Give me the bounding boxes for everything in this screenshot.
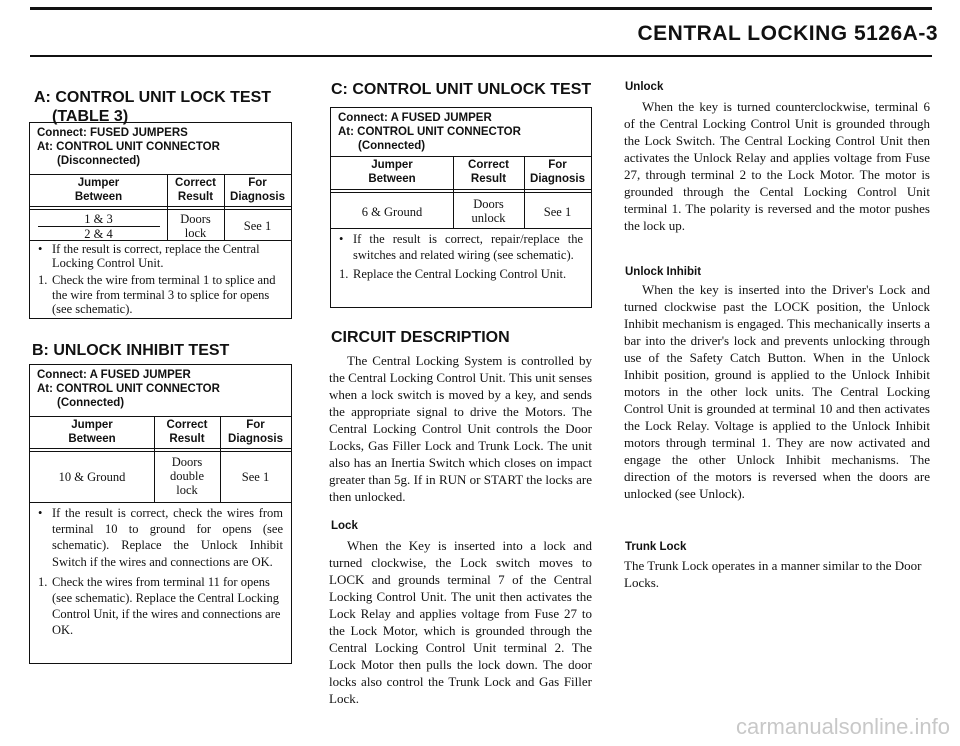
header-correct-line2: Result — [169, 433, 205, 445]
bullet-item — [38, 242, 283, 270]
header-jumper-line2: Between — [74, 191, 123, 203]
result-line1: Doors — [180, 212, 211, 226]
connect-label: Connect: A FUSED JUMPER — [338, 112, 492, 124]
header-correct — [453, 158, 524, 186]
table-row: 6 & Ground — [361, 205, 423, 219]
table-rule — [331, 192, 591, 193]
header-correct-line2: Result — [470, 173, 507, 185]
table-header-rule — [30, 416, 291, 417]
result-line1: Doors — [171, 455, 203, 469]
table-row: 10 & Ground — [58, 470, 126, 484]
result-line3: lock — [176, 483, 198, 497]
bullet-item — [339, 231, 583, 263]
header-correct-line1: Correct — [468, 159, 509, 171]
trunk-lock-heading: Trunk Lock — [625, 541, 687, 553]
section-b-table — [29, 364, 292, 664]
connector-state: (Disconnected) — [57, 155, 141, 167]
step-text: Check the wires from terminal 11 for opens (see schematic). Replace the Central Locking Control Unit, if the wires and connections are OK. — [52, 574, 281, 638]
connector-state: (Connected) — [358, 140, 426, 152]
unlock-inhibit-text: When the key is inserted into the Driver's Lock and turned clockwise past the LOCK position, the Unlock Inhibit mechanism is engaged. This mechanically inserts a bar into the driver's lock and prevents unlocking through use of the Safety Catch Button. When in the Unlock Inhibit position, ground is applied to the Unlock Inhibit motors in the other lock units. The Central Locking Control Unit is grounded at terminal 10 and then activates the Lock Relay. Voltage is applied to the Unlock Inhibit motors through terminal 1. They are now activated and engage the other Unlock Inhibit mechanisms. The direction of the motors is reversed when the doors are unlocked (see Unlock). — [624, 282, 930, 501]
table-row: 1 & 3 — [84, 212, 113, 226]
connector-state: (Connected) — [57, 397, 125, 409]
circuit-intro: The Central Locking System is controlled by the Central Locking Control Unit. This unit senses when a lock switch is moved by a key, and sends the appropriate signal to drive the Motors. The Central Locking Control Unit controls the Door Locks, Gas Filler Lock and Trunk Lock. The unit also has an Inertia Switch which closes on impact greater than 5g. If in RUN or START the locks are then unlocked. — [329, 353, 592, 504]
bullet-text: If the result is correct, replace the Central Locking Control Unit. — [52, 242, 260, 271]
table-rule — [30, 502, 291, 503]
header-for-line2: Diagnosis — [228, 433, 283, 445]
unlock-text: When the key is turned counterclockwise, terminal 6 of the Central Locking Control Unit is grounded through the Lock Switch. The Central Locking Control Unit then activates the Unlock Relay and applies voltage from Fuse 27, through terminal 2 to the Lock Motor. The motor is grounded through the Cental Locking Control Unit terminal 1. The polarity is reversed and the motor pushes the lock up. — [624, 99, 930, 233]
section-a-notes — [30, 242, 291, 316]
section-a-heading — [34, 88, 271, 126]
circuit-description-body — [329, 352, 592, 505]
header-diagnosis — [220, 418, 291, 446]
header-jumper — [30, 176, 167, 204]
top-rule — [30, 7, 932, 10]
section-b-connect-info — [30, 365, 291, 410]
lock-text: When the Key is inserted into a lock and turned clockwise, the Lock switch moves to LOCK and grounds terminal 7 of the Central Locking Control Unit. The unit then activates the Lock Relay and applies voltage from Fuse 27 to the Lock Motor, which is grounded through the Central Locking Control Unit terminal 2. The Lock Motor then pulls the lock down. The door locks also control the Trunk Lock and Gas Filler Lock. — [329, 538, 592, 706]
section-a-connect-info — [30, 123, 291, 168]
trunk-lock-text: The Trunk Lock operates in a manner similar to the Door Locks. — [624, 558, 922, 590]
header-jumper — [30, 418, 154, 446]
table-rule — [30, 209, 291, 210]
header-jumper-line2: Between — [68, 433, 116, 445]
connect-label: Connect: FUSED JUMPERS — [37, 127, 188, 139]
header-rule — [30, 55, 932, 57]
step-text: Check the wire from terminal 1 to splice and the wire from terminal 3 to splice for opens (see schematic). — [52, 273, 276, 316]
section-a-table — [29, 122, 292, 319]
table-rule — [30, 448, 291, 449]
table-rule — [331, 228, 591, 229]
circuit-description-heading: CIRCUIT DESCRIPTION — [331, 329, 510, 346]
result-line2: double — [169, 469, 205, 483]
watermark: carmanualsonline.info — [735, 714, 950, 739]
lock-body — [329, 537, 592, 707]
header-jumper-line1: Jumper — [71, 419, 113, 431]
unlock-heading: Unlock — [625, 81, 664, 93]
diagnosis-cell: See 1 — [543, 205, 572, 219]
connector-label: At: CONTROL UNIT CONNECTOR — [37, 383, 220, 395]
header-for-line2: Diagnosis — [230, 191, 285, 203]
bullet-text: If the result is correct, check the wires from terminal 10 to ground for opens (see schematic). Replace the Unlock Inhibit Switch if the wires and connections are OK. — [52, 506, 283, 569]
step-number: 1. — [38, 574, 48, 589]
result-line2: lock — [184, 226, 207, 240]
result-cell — [154, 455, 220, 497]
bullet-icon: • — [339, 232, 344, 246]
table-row: 2 & 4 — [84, 227, 113, 241]
result-line2: unlock — [471, 211, 506, 225]
header-for-line1: For — [246, 419, 265, 431]
section-a-subtitle: (TABLE 3) — [52, 108, 129, 125]
table-header-rule — [30, 174, 291, 175]
header-correct-line1: Correct — [166, 419, 208, 431]
diagnosis-cell: See 1 — [243, 219, 272, 233]
section-c-connect-info — [331, 108, 591, 153]
bullet-item — [38, 505, 283, 570]
header-jumper-line1: Jumper — [77, 177, 120, 189]
table-rule — [30, 240, 291, 241]
unlock-inhibit-body — [624, 281, 930, 502]
table-header-rule — [331, 156, 591, 157]
section-b-heading: B: UNLOCK INHIBIT TEST — [32, 342, 230, 359]
header-correct-line1: Correct — [175, 177, 216, 189]
trunk-lock-body — [624, 557, 930, 591]
step-text: Replace the Central Locking Control Unit. — [353, 267, 567, 281]
header-correct-line2: Result — [177, 191, 214, 203]
header-jumper-line1: Jumper — [371, 159, 413, 171]
table-rule — [30, 206, 291, 207]
header-jumper — [331, 158, 453, 186]
lock-heading: Lock — [331, 520, 358, 532]
bullet-icon: • — [38, 506, 43, 520]
step-number: 1. — [38, 273, 48, 288]
header-diagnosis — [224, 176, 291, 204]
result-line1: Doors — [473, 197, 504, 211]
section-c-heading: C: CONTROL UNIT UNLOCK TEST — [331, 81, 592, 98]
unlock-inhibit-heading: Unlock Inhibit — [625, 266, 702, 278]
header-correct — [154, 418, 220, 446]
result-cell — [167, 212, 224, 240]
table-rule — [30, 451, 291, 452]
section-c-table — [330, 107, 592, 308]
bullet-text: If the result is correct, repair/replace the switches and related wiring (see schematic). — [353, 232, 583, 262]
step-item — [38, 574, 283, 639]
header-for-line2: Diagnosis — [530, 173, 585, 185]
section-c-notes — [331, 231, 591, 282]
header-diagnosis — [524, 158, 591, 186]
section-a-title: A: CONTROL UNIT LOCK TEST — [34, 89, 272, 106]
page-title: CENTRAL LOCKING 5126A-3 — [637, 22, 938, 45]
result-cell — [453, 197, 524, 225]
step-item — [38, 273, 283, 316]
step-item — [339, 266, 583, 282]
header-for-line1: For — [548, 159, 567, 171]
step-number: 1. — [339, 267, 349, 281]
connector-label: At: CONTROL UNIT CONNECTOR — [338, 126, 521, 138]
bullet-icon: • — [38, 242, 43, 256]
connect-label: Connect: A FUSED JUMPER — [37, 369, 191, 381]
connector-label: At: CONTROL UNIT CONNECTOR — [37, 141, 220, 153]
header-for-line1: For — [248, 177, 267, 189]
table-rule — [331, 189, 591, 190]
section-b-notes — [30, 505, 291, 639]
diagnosis-cell: See 1 — [241, 470, 270, 484]
unlock-body — [624, 98, 930, 234]
header-jumper-line2: Between — [368, 173, 416, 185]
header-correct — [167, 176, 224, 204]
